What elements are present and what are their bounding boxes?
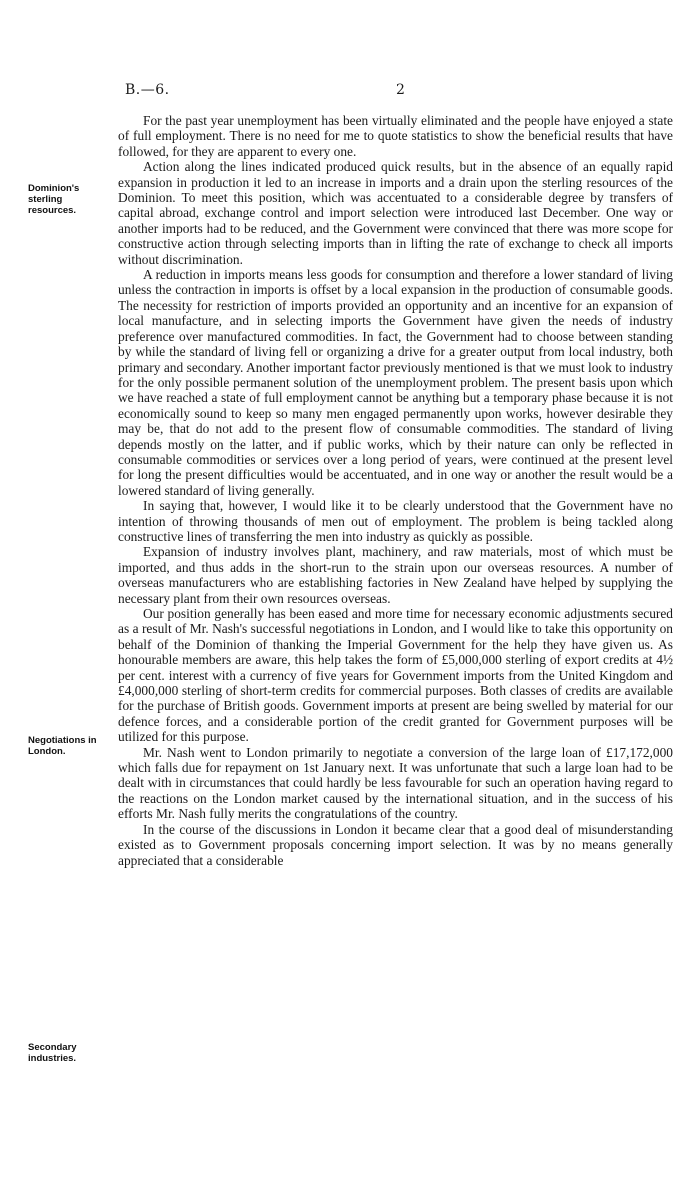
page-number: 2: [396, 82, 405, 98]
paragraph: A reduction in imports means less goods for consumption and therefore a lower standard of living unless the contraction in imports is offset by a local expansion in the production of consumable goods. The necessity for restriction of imports provided an opportunity and an incentive for an expansion of local manufacture, and in selecting imports the Government have given the needs of industry preference over manufactured commodities. In fact, the Government had to choose between standing by while the standard of living fell or organizing a drive for a greater output from local industry, both primary and secondary. Another important factor previously mentioned is that we must look to industry for the only possible permanent solution of the unemployment problem. The present basis upon which we have reached a state of full employment cannot be anything but a temporary phase because it is not economically sound to keep so many men engaged permanently upon works, however desirable they may be, that do not add to the present flow of consumable commodities. The standard of living depends mostly on the latter, and if public works, which by their nature can only be reflected in consumable commodities or services over a long period of years, were continued at the present level for long the present difficulties would be accentuated, and in one way or another the result would be a lowered standard of living generally.: [118, 267, 673, 498]
sidenote-sterling-resources: Dominion's sterling resources.: [28, 183, 80, 216]
document-reference: B.—6.: [125, 82, 170, 98]
sidenote-negotiations-london: Negotiations in London.: [28, 735, 97, 757]
paragraph: In the course of the discussions in London it became clear that a good deal of misunderstanding existed as to Government proposals concerning import selection. It was by no means generally appreciated that a considerable: [118, 821, 673, 868]
paragraph: Action along the lines indicated produced quick results, but in the absence of an equally rapid expansion in production it led to an increase in imports and a drain upon the sterling resources of the Dominion. To meet this position, which was accentuated to a considerable degree by transfers of capital abroad, exchange control and import selection were introduced last December. One way or another imports had to be reduced, and the Government were convinced that there was more scope for constructive action through selecting imports than in lifting the rate of exchange to check all imports without discrimination.: [118, 159, 673, 267]
body-text: [118, 113, 673, 868]
paragraph: Our position generally has been eased and more time for necessary economic adjustments secured as a result of Mr. Nash's successful negotiations in London, and I would like to take this opportunity on behalf of the Dominion of thanking the Imperial Government for the help they have given us. As honourable members are aware, this help takes the form of £5,000,000 sterling of export credits at 4½ per cent. interest with a currency of five years for Government imports from the United Kingdom and £4,000,000 sterling of short-term credits for commercial purposes. Both classes of credits are available for the purchase of British goods. Government imports at present are being swelled by material for our defence forces, and a considerable portion of the credit granted for Government purposes will be utilized for this purpose.: [118, 606, 673, 745]
sidenote-secondary-industries: Secondary industries.: [28, 1042, 77, 1064]
paragraph: Mr. Nash went to London primarily to negotiate a conversion of the large loan of £17,172,000 which falls due for repayment on 1st January next. It was unfortunate that such a large loan had to be dealt with in circumstances that could hardly be less favourable for such an operation having regard to the reactions on the London market caused by the international situation, and in the success of his efforts Mr. Nash fully merits the congratulations of the country.: [118, 744, 673, 822]
paragraph: In saying that, however, I would like it to be clearly understood that the Government have no intention of throwing thousands of men out of employment. The problem is being tackled along constructive lines of transferring the men into industry as quickly as possible.: [118, 498, 673, 544]
paragraph: For the past year unemployment has been virtually eliminated and the people have enjoyed a state of full employment. There is no need for me to quote statistics to show the beneficial results that have followed, for they are apparent to every one.: [118, 113, 673, 159]
paragraph: Expansion of industry involves plant, machinery, and raw materials, most of which must be imported, and thus adds in the short-run to the strain upon our overseas resources. A number of overseas manufacturers who are establishing factories in New Zealand have helped by supplying the necessary plant from their own resources overseas.: [118, 544, 673, 606]
